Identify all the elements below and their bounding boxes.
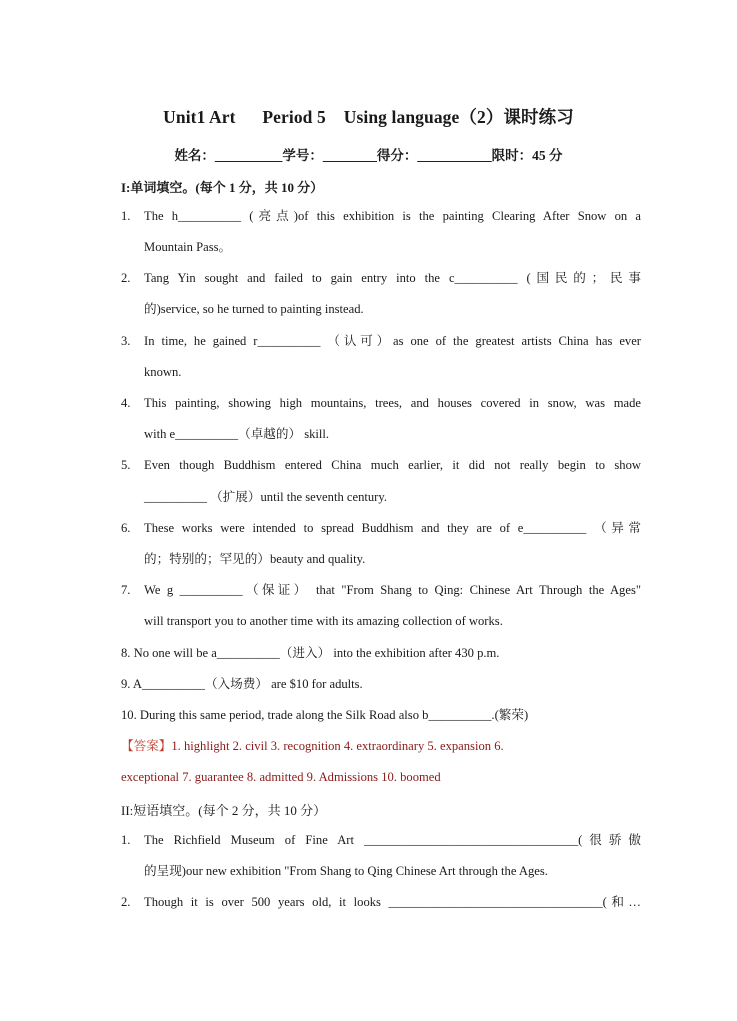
question-text: In time, he gained r__________ （认可）as one of the greatest artists China has ever xyxy=(144,334,641,348)
question-number: 2. xyxy=(121,271,131,285)
question-text: Though it is over 500 years old, it looks __________________________________(和… xyxy=(144,895,641,909)
question-text-cont: __________ （扩展）until the seventh century. xyxy=(144,490,387,504)
question-text-cont: 的)service, so he turned to painting instead. xyxy=(144,302,364,316)
question-number: 7. xyxy=(121,583,131,597)
question-9: 9. A__________（入场费） are $10 for adults. xyxy=(121,677,363,691)
answer-text: 1. highlight 2. civil 3. recognition 4. extraordinary 5. expansion 6. xyxy=(171,739,504,753)
question-number: 4. xyxy=(121,396,131,410)
question-text-cont: will transport you to another time with its amazing collection of works. xyxy=(144,614,503,628)
answer-label: 【答案】 xyxy=(121,739,172,753)
question-number: 2. xyxy=(121,895,131,909)
answer-line-1 xyxy=(121,738,504,754)
question-text-cont: Mountain Pass。 xyxy=(144,240,232,254)
answer-line-2: exceptional 7. guarantee 8. admitted 9. Admissions 10. boomed xyxy=(121,770,441,784)
question-text-cont: with e__________（卓越的） skill. xyxy=(144,427,330,441)
question-number: 1. xyxy=(121,209,131,223)
question-text-cont: 的呈现)our new exhibition "From Shang to Qing Chinese Art through the Ages. xyxy=(144,864,548,878)
question-text: This painting, showing high mountains, trees, and houses covered in snow, was made xyxy=(144,396,641,410)
question-text: The Richfield Museum of Fine Art __________________________________(很骄傲 xyxy=(144,833,641,847)
student-info-line: 姓名：__________学号：________得分：___________限时：45 分 xyxy=(174,148,563,163)
page-title: Unit1 Art Period 5 Using language（2）课时练习 xyxy=(163,107,574,127)
question-text: These works were intended to spread Buddhism and they are of e__________ （异常 xyxy=(144,521,641,535)
question-text-cont: 的；特别的；罕见的）beauty and quality. xyxy=(144,552,366,566)
question-text: Even though Buddhism entered China much earlier, it did not really begin to show xyxy=(144,458,641,472)
question-text-cont: known. xyxy=(144,365,182,379)
question-number: 1. xyxy=(121,833,131,847)
question-number: 3. xyxy=(121,334,131,348)
section-2-heading: II:短语填空。(每个 2 分，共 10 分） xyxy=(121,803,327,818)
question-text: Tang Yin sought and failed to gain entry into the c__________ (国民的；民事 xyxy=(144,271,641,285)
question-text: We g __________（保证） that "From Shang to Qing: Chinese Art Through the Ages" xyxy=(144,583,641,597)
question-number: 6. xyxy=(121,521,131,535)
question-8: 8. No one will be a__________（进入） into the exhibition after 430 p.m. xyxy=(121,646,500,660)
question-text: The h__________ (亮点)of this exhibition is the painting Clearing After Snow on a xyxy=(144,209,641,223)
question-10: 10. During this same period, trade along the Silk Road also b__________.(繁荣) xyxy=(121,708,529,722)
question-number: 5. xyxy=(121,458,131,472)
section-1-heading: I:单词填空。(每个 1 分，共 10 分） xyxy=(121,180,324,195)
